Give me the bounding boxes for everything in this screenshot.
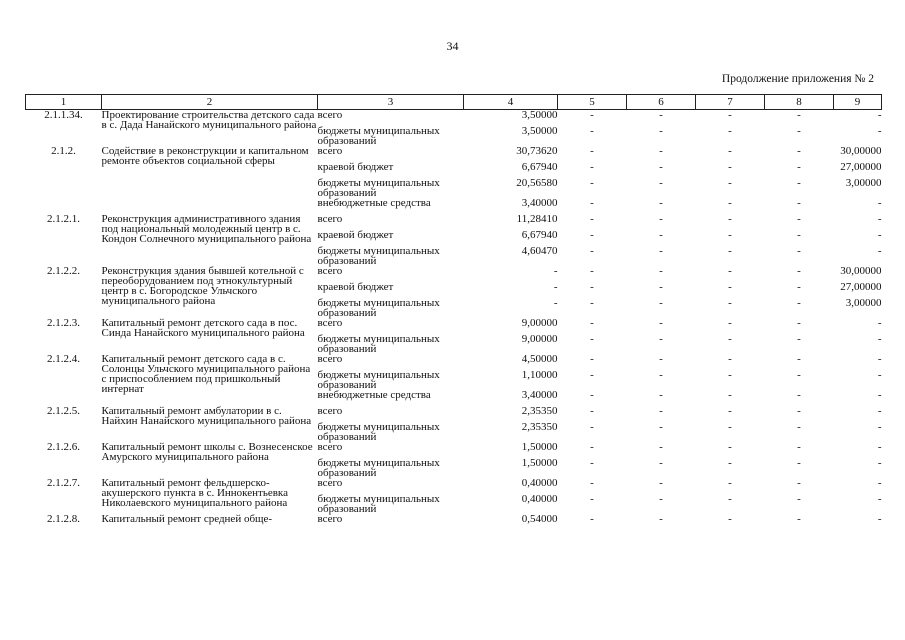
value-col-6: - (659, 353, 663, 365)
table-row (26, 514, 882, 530)
item-code: 2.1.2.5. (47, 405, 80, 417)
value-col-6: - (659, 369, 663, 381)
value-col-5: - (590, 441, 594, 453)
value-col-9: 27,00000 (840, 281, 882, 293)
funding-source: всего (317, 513, 343, 525)
value-col-8: - (797, 493, 801, 505)
total-value: 3,40000 (521, 389, 558, 401)
value-col-8: - (797, 369, 801, 381)
value-col-6: - (659, 213, 663, 225)
value-col-8: - (797, 421, 801, 433)
value-col-8: - (797, 281, 801, 293)
item-code: 2.1.1.34. (44, 109, 83, 121)
value-col-5: - (590, 353, 594, 365)
value-col-8: - (797, 317, 801, 329)
value-col-9: - (877, 229, 882, 241)
value-col-7: - (728, 245, 732, 257)
table-row (26, 110, 882, 127)
column-header-1: 1 (26, 95, 102, 110)
value-col-8: - (797, 333, 801, 345)
funding-source: всего (317, 213, 343, 225)
value-col-5: - (590, 245, 594, 257)
value-col-8: - (797, 245, 801, 257)
value-col-8: - (797, 389, 801, 401)
value-col-7: - (728, 333, 732, 345)
value-col-9: - (877, 493, 882, 505)
value-col-9: - (877, 389, 882, 401)
value-col-5: - (590, 177, 594, 189)
value-col-6: - (659, 317, 663, 329)
column-header-8: 8 (765, 95, 834, 110)
value-col-8: - (797, 229, 801, 241)
funding-source: внебюджетные средства (317, 389, 431, 401)
total-value: 3,40000 (521, 197, 558, 209)
value-col-6: - (659, 441, 663, 453)
column-header-2: 2 (102, 95, 318, 110)
budget-table (25, 94, 882, 530)
value-col-5: - (590, 493, 594, 505)
total-value: 0,40000 (521, 493, 558, 505)
value-col-9: - (877, 197, 882, 209)
total-value: 9,00000 (521, 333, 558, 345)
value-col-7: - (728, 477, 732, 489)
value-col-6: - (659, 245, 663, 257)
item-code: 2.1.2.1. (47, 213, 80, 225)
total-value: 3,50000 (521, 125, 558, 137)
value-col-6: - (659, 109, 663, 121)
value-col-6: - (659, 145, 663, 157)
appendix-continuation: Продолжение приложения № 2 (721, 73, 874, 85)
item-code: 2.1.2.6. (47, 441, 80, 453)
item-name: Капитальный ремонт детского сада в пос. Синда Нанайского муниципального района (101, 317, 305, 339)
item-code: 2.1.2.2. (47, 265, 80, 277)
column-header-4: 4 (464, 95, 558, 110)
value-col-9: - (877, 369, 882, 381)
table-row (26, 214, 882, 230)
funding-source: всего (317, 477, 343, 489)
value-col-6: - (659, 513, 663, 525)
column-header-5: 5 (558, 95, 627, 110)
item-code: 2.1.2.8. (47, 513, 80, 525)
value-col-8: - (797, 177, 801, 189)
table-row (26, 406, 882, 422)
value-col-7: - (728, 405, 732, 417)
value-col-6: - (659, 281, 663, 293)
funding-source: бюджеты муниципальных образований (317, 177, 440, 199)
total-value: 2,35350 (521, 421, 558, 433)
value-col-6: - (659, 389, 663, 401)
funding-source: бюджеты муниципальных образований (317, 369, 440, 391)
value-col-7: - (728, 353, 732, 365)
value-col-7: - (728, 109, 732, 121)
total-value: 0,40000 (521, 477, 558, 489)
value-col-5: - (590, 457, 594, 469)
total-value: 20,56580 (516, 177, 558, 189)
value-col-7: - (728, 197, 732, 209)
table-header-row (26, 95, 882, 110)
funding-source: бюджеты муниципальных образований (317, 493, 440, 515)
value-col-6: - (659, 297, 663, 309)
value-col-7: - (728, 441, 732, 453)
item-name: Проектирование строительства детского сада в с. Дада Нанайского муниципального района (101, 109, 317, 131)
value-col-7: - (728, 369, 732, 381)
value-col-6: - (659, 177, 663, 189)
value-col-8: - (797, 145, 801, 157)
value-col-9: - (877, 213, 882, 225)
column-header-3: 3 (318, 95, 464, 110)
value-col-8: - (797, 265, 801, 277)
total-value: 11,28410 (516, 213, 558, 225)
value-col-7: - (728, 421, 732, 433)
funding-source: всего (317, 145, 343, 157)
value-col-9: - (877, 245, 882, 257)
value-col-9: 30,00000 (840, 265, 882, 277)
value-col-7: - (728, 297, 732, 309)
value-col-9: - (877, 477, 882, 489)
value-col-8: - (797, 353, 801, 365)
value-col-8: - (797, 125, 801, 137)
funding-source: краевой бюджет (317, 281, 394, 293)
total-value: 2,35350 (521, 405, 558, 417)
value-col-7: - (728, 317, 732, 329)
value-col-5: - (590, 281, 594, 293)
value-col-7: - (728, 513, 732, 525)
funding-source: всего (317, 441, 343, 453)
item-name: Содействие в реконструкции и капитальном ремонте объектов социальной сферы (101, 145, 309, 167)
page-number: 34 (446, 39, 459, 53)
value-col-9: 3,00000 (845, 297, 882, 309)
total-value: 1,10000 (521, 369, 558, 381)
column-header-6: 6 (627, 95, 696, 110)
total-value: 4,50000 (521, 353, 558, 365)
value-col-5: - (590, 145, 594, 157)
value-col-6: - (659, 333, 663, 345)
funding-source: бюджеты муниципальных образований (317, 125, 440, 147)
value-col-7: - (728, 281, 732, 293)
total-value: 3,50000 (521, 109, 558, 121)
value-col-8: - (797, 109, 801, 121)
value-col-6: - (659, 265, 663, 277)
total-value: 0,54000 (521, 513, 558, 525)
funding-source: бюджеты муниципальных образований (317, 245, 440, 267)
funding-source: бюджеты муниципальных образований (317, 333, 440, 355)
value-col-8: - (797, 513, 801, 525)
value-col-6: - (659, 125, 663, 137)
item-code: 2.1.2.4. (47, 353, 80, 365)
column-header-7: 7 (696, 95, 765, 110)
value-col-9: - (877, 125, 882, 137)
value-col-8: - (797, 405, 801, 417)
funding-source: всего (317, 265, 343, 277)
value-col-6: - (659, 161, 663, 173)
table-row (26, 354, 882, 370)
total-value: - (553, 297, 558, 309)
item-code: 2.1.2. (51, 145, 76, 157)
table-row (26, 318, 882, 334)
value-col-7: - (728, 177, 732, 189)
value-col-5: - (590, 197, 594, 209)
value-col-7: - (728, 493, 732, 505)
funding-source: всего (317, 109, 343, 121)
funding-source: краевой бюджет (317, 161, 394, 173)
item-name: Капитальный ремонт детского сада в с. Солонцы Ульчского муниципального района с приспособлением под пришкольный интернат (101, 353, 311, 395)
total-value: 6,67940 (521, 229, 558, 241)
total-value: 1,50000 (521, 441, 558, 453)
value-col-6: - (659, 493, 663, 505)
value-col-6: - (659, 457, 663, 469)
table-row (26, 266, 882, 282)
value-col-5: - (590, 265, 594, 277)
table-row (26, 146, 882, 162)
funding-source: бюджеты муниципальных образований (317, 297, 440, 319)
value-col-5: - (590, 109, 594, 121)
value-col-6: - (659, 421, 663, 433)
total-value: 1,50000 (521, 457, 558, 469)
funding-source: всего (317, 317, 343, 329)
funding-source: бюджеты муниципальных образований (317, 421, 440, 443)
value-col-7: - (728, 145, 732, 157)
value-col-9: - (877, 405, 882, 417)
value-col-5: - (590, 213, 594, 225)
value-col-6: - (659, 477, 663, 489)
table-row (26, 478, 882, 494)
total-value: 6,67940 (521, 161, 558, 173)
total-value: - (553, 265, 558, 277)
value-col-9: - (877, 441, 882, 453)
item-name: Капитальный ремонт фельдшерско-акушерского пункта в с. Иннокентьевка Николаевского муниципального района (101, 477, 288, 509)
value-col-9: - (877, 109, 882, 121)
value-col-9: 3,00000 (845, 177, 882, 189)
value-col-8: - (797, 441, 801, 453)
item-code: 2.1.2.3. (47, 317, 80, 329)
value-col-7: - (728, 161, 732, 173)
item-name: Капитальный ремонт школы с. Вознесенское Амурского муниципального района (101, 441, 313, 463)
value-col-9: 30,00000 (840, 145, 882, 157)
value-col-5: - (590, 513, 594, 525)
value-col-9: - (877, 513, 882, 525)
value-col-7: - (728, 125, 732, 137)
value-col-7: - (728, 213, 732, 225)
value-col-5: - (590, 369, 594, 381)
value-col-7: - (728, 265, 732, 277)
total-value: 9,00000 (521, 317, 558, 329)
funding-source: внебюджетные средства (317, 197, 431, 209)
total-value: 30,73620 (516, 145, 558, 157)
value-col-6: - (659, 229, 663, 241)
value-col-5: - (590, 405, 594, 417)
value-col-5: - (590, 389, 594, 401)
column-header-9: 9 (834, 95, 882, 110)
item-name: Реконструкция здания бывшей котельной с переоборудованием под этнокультурный центр в с. Богородское Ульчского муниципального района (101, 265, 304, 307)
value-col-6: - (659, 197, 663, 209)
value-col-8: - (797, 477, 801, 489)
value-col-5: - (590, 317, 594, 329)
value-col-7: - (728, 389, 732, 401)
value-col-7: - (728, 229, 732, 241)
table-row (26, 442, 882, 458)
value-col-6: - (659, 405, 663, 417)
value-col-8: - (797, 213, 801, 225)
value-col-9: - (877, 421, 882, 433)
funding-source: бюджеты муниципальных образований (317, 457, 440, 479)
value-col-8: - (797, 197, 801, 209)
value-col-5: - (590, 333, 594, 345)
item-name: Реконструкция административного здания под национальный молодежный центр в с. Кондон Солнечного муниципального района (101, 213, 312, 245)
value-col-5: - (590, 477, 594, 489)
value-col-7: - (728, 457, 732, 469)
total-value: - (553, 281, 558, 293)
value-col-8: - (797, 161, 801, 173)
value-col-9: - (877, 353, 882, 365)
value-col-9: - (877, 317, 882, 329)
value-col-5: - (590, 229, 594, 241)
value-col-9: 27,00000 (840, 161, 882, 173)
value-col-5: - (590, 161, 594, 173)
value-col-8: - (797, 457, 801, 469)
value-col-9: - (877, 457, 882, 469)
value-col-5: - (590, 125, 594, 137)
value-col-5: - (590, 297, 594, 309)
value-col-9: - (877, 333, 882, 345)
item-name: Капитальный ремонт средней обще- (101, 513, 273, 525)
value-col-8: - (797, 297, 801, 309)
total-value: 4,60470 (521, 245, 558, 257)
funding-source: всего (317, 353, 343, 365)
item-name: Капитальный ремонт амбулатории в с. Найхин Нанайского муниципального района (101, 405, 312, 427)
funding-source: всего (317, 405, 343, 417)
value-col-5: - (590, 421, 594, 433)
item-code: 2.1.2.7. (47, 477, 80, 489)
funding-source: краевой бюджет (317, 229, 394, 241)
